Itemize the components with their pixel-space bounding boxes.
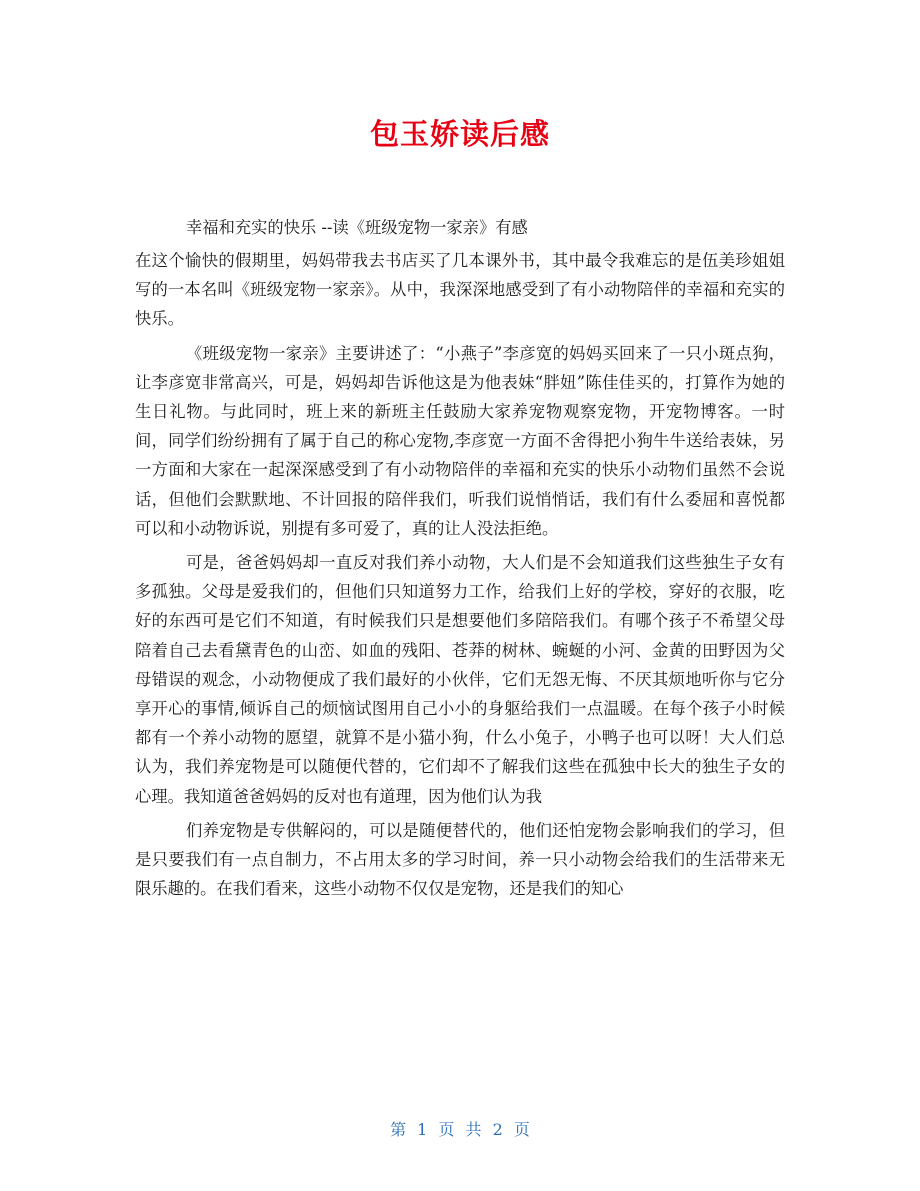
- document-body: [135, 214, 785, 908]
- document-subtitle: 幸福和充实的快乐 --读《班级宠物一家亲》有感: [186, 218, 528, 237]
- page-footer: 第 1 页 共 2 页: [390, 1120, 530, 1139]
- paragraph-3: 可是，爸爸妈妈却一直反对我们养小动物，大人们是不会知道我们这些独生子女有多孤独。父母是爱我们的，但他们只知道努力工作，给我们上好的学校，穿好的衣服，吃好的东西可是它们不知道，有时候我们只是想要他们多陪陪我们。有哪个孩子不希望父母陪着自己去看黛青色的山峦、如血的残阳、苍莽的树林、蜿蜒的小河、金黄的田野因为父母错误的观念，小动物便成了我们最好的小伙伴，它们无怨无悔、不厌其烦地听你与它分享开心的事情,倾诉自己的烦恼试图用自己小小的身躯给我们一点温暖。在每个孩子小时候都有一个养小动物的愿望，就算不是小猫小狗，什么小兔子，小鸭子也可以呀！大人们总认为，我们养宠物是可以随便代替的，它们却不了解我们这些在孤独中长大的独生子女的心理。我知道爸爸妈妈的反对也有道理，因为他们认为我: [135, 553, 785, 806]
- paragraph-4: 们养宠物是专供解闷的，可以是随便替代的，他们还怕宠物会影响我们的学习，但是只要我们有一点自制力，不占用太多的学习时间，养一只小动物会给我们的生活带来无限乐趣的。在我们看来，这些小动物不仅仅是宠物，还是我们的知心: [135, 820, 785, 899]
- document-title: 包玉娇读后感: [369, 117, 550, 151]
- paragraph-1: 在这个愉快的假期里，妈妈带我去书店买了几本课外书，其中最令我难忘的是伍美珍姐姐写的一本名叫《班级宠物一家亲》。从中，我深深地感受到了有小动物陪伴的幸福和充实的快乐。: [135, 251, 785, 329]
- paragraph-2: 《班级宠物一家亲》主要讲述了：“小燕子”李彦宽的妈妈买回来了一只小斑点狗，让李彦宽非常高兴，可是，妈妈却告诉他这是为他表妹“胖妞”陈佳佳买的，打算作为她的生日礼物。与此同时，班上来的新班主任鼓励大家养宠物观察宠物，开宠物博客。一时间，同学们纷纷拥有了属于自己的称心宠物,李彦宽一方面不舍得把小狗牛牛送给表妹，另一方面和大家在一起深深感受到了有小动物陪伴的幸福和充实的快乐小动物们虽然不会说话，但他们会默默地、不计回报的陪伴我们，听我们说悄悄话，我们有什么委屈和喜悦都可以和小动物诉说，别提有多可爱了，真的让人没法拒绝。: [135, 343, 785, 538]
